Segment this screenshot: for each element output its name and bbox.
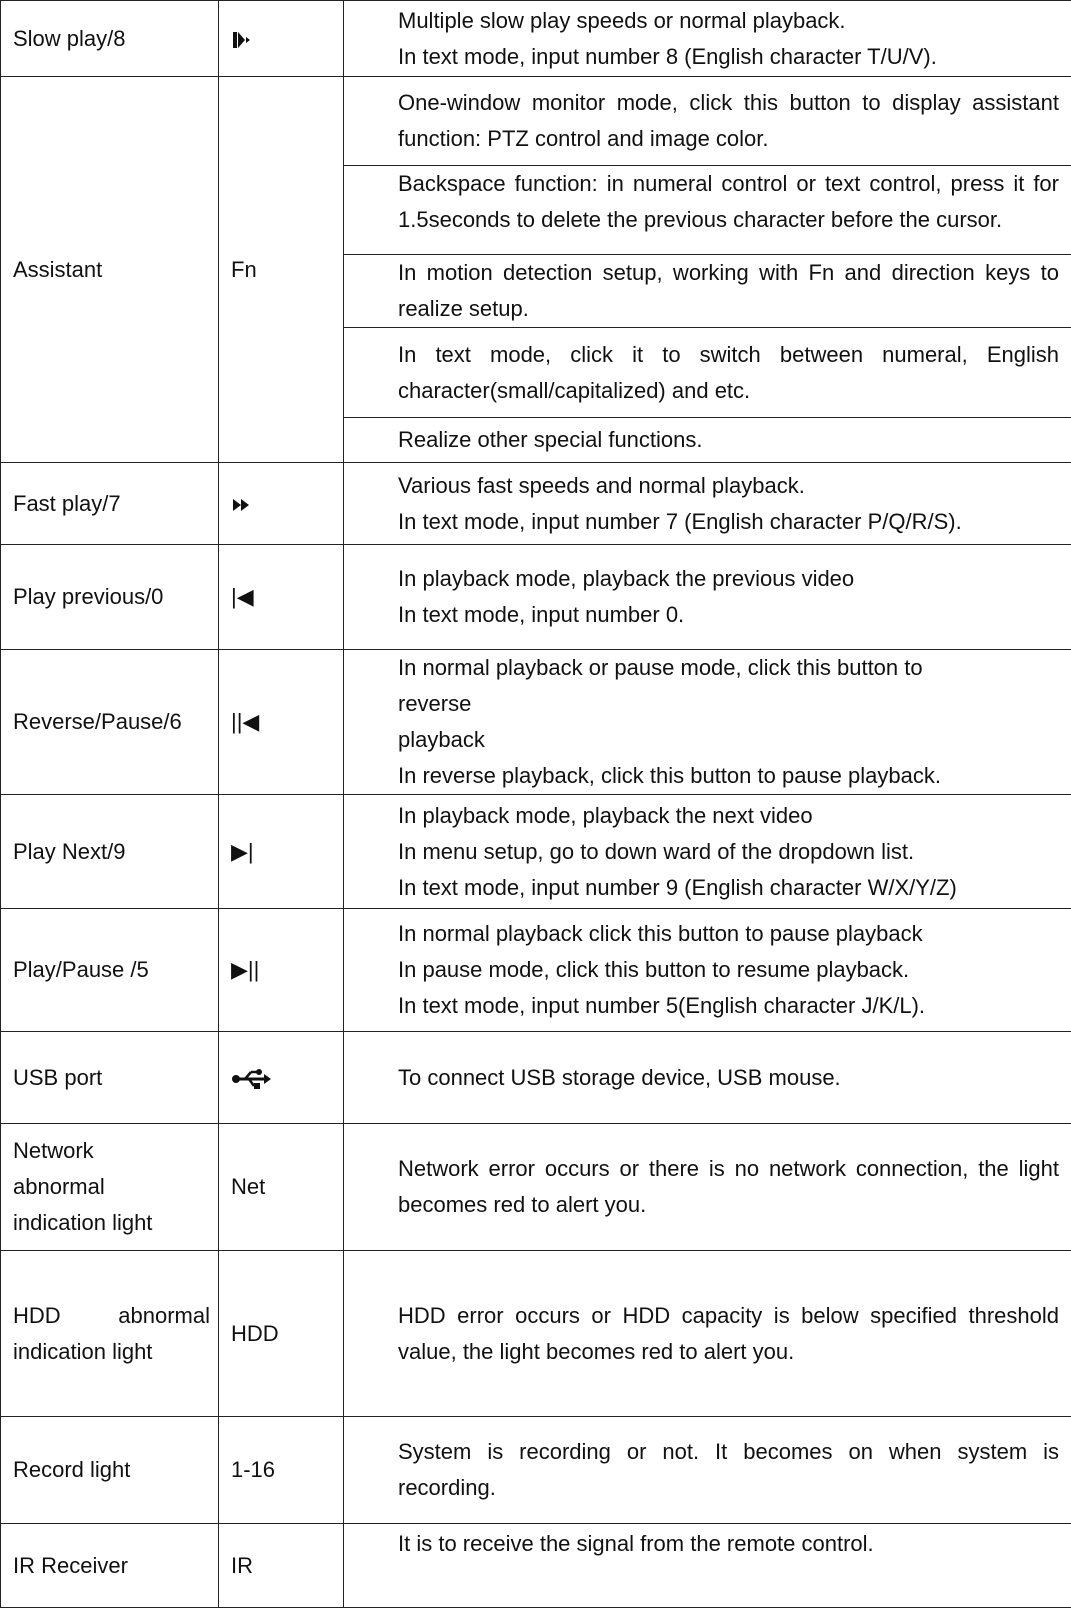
button-name: Play previous/0 [1, 545, 219, 650]
description-line: In normal playback click this button to pause playback [398, 921, 923, 946]
button-description [344, 795, 1071, 909]
button-description: Realize other special functions. [344, 418, 1071, 463]
button-description [344, 909, 1071, 1032]
table-row [1, 1417, 1071, 1524]
description-line: In pause mode, click this button to resume playback. [398, 957, 910, 982]
button-name: IR Receiver [1, 1524, 219, 1608]
button-name [1, 1124, 219, 1251]
description-clip: Backspace function: in numeral control or text control, press it for 1.5seconds to delete the previous character before the cursor. [398, 171, 1059, 232]
button-symbol [219, 1, 344, 77]
button-name-line: abnormal [13, 1174, 105, 1199]
description-line: In text mode, input number 5(English character J/K/L). [398, 993, 926, 1018]
description-line: Multiple slow play speeds or normal playback. [398, 7, 846, 33]
description-line: In normal playback or pause mode, click this button to [398, 655, 923, 680]
button-description [344, 463, 1071, 545]
table-row [1, 909, 1071, 1032]
slow-play-icon [231, 30, 253, 50]
description-line: In menu setup, go to down ward of the dropdown list. [398, 838, 915, 864]
button-name-line: HDD abnormal [13, 1302, 210, 1328]
button-description: One-window monitor mode, click this button to display assistant function: PTZ control and image color. [344, 77, 1071, 166]
button-description: Network error occurs or there is no network connection, the light becomes red to alert you. [344, 1124, 1071, 1251]
button-description: In text mode, click it to switch between numeral, English character(small/capitalized) and etc. [344, 328, 1071, 418]
button-symbol: ▶|| [219, 909, 344, 1032]
button-name: Fast play/7 [1, 463, 219, 545]
button-symbol: Fn [219, 77, 344, 463]
table-row [1, 1251, 1071, 1417]
description-line: In reverse playback, click this button to pause playback. [398, 763, 941, 788]
button-name: Assistant [1, 77, 219, 463]
description-line: Various fast speeds and normal playback. [398, 472, 805, 498]
table-row [1, 1, 1071, 77]
button-description: It is to receive the signal from the remote control. [344, 1524, 1071, 1608]
button-symbol: ||◀ [219, 650, 344, 795]
button-name-line: indication light [13, 1210, 153, 1235]
button-symbol [219, 463, 344, 545]
button-symbol: HDD [219, 1251, 344, 1417]
description-line: playback [398, 727, 485, 752]
button-name-line: Network [13, 1138, 94, 1163]
button-symbol: IR [219, 1524, 344, 1608]
table-row [1, 545, 1071, 650]
button-name: USB port [1, 1032, 219, 1124]
table-row [1, 650, 1071, 795]
button-name [1, 1251, 219, 1417]
button-name: Play/Pause /5 [1, 909, 219, 1032]
button-description [344, 1, 1071, 77]
description-line: In playback mode, playback the next video [398, 802, 813, 828]
table-row [1, 77, 1071, 166]
table-row [1, 1524, 1071, 1608]
button-description: In motion detection setup, working with Fn and direction keys to realize setup. [344, 255, 1071, 328]
description-line: reverse [398, 691, 472, 716]
button-symbol [219, 1032, 344, 1124]
table-row [1, 1124, 1071, 1251]
button-symbol: Net [219, 1124, 344, 1251]
button-symbol: |◀ [219, 545, 344, 650]
button-name: Record light [1, 1417, 219, 1524]
description-line: In playback mode, playback the previous video [398, 566, 855, 591]
button-description: System is recording or not. It becomes on when system is recording. [344, 1417, 1071, 1524]
button-name: Play Next/9 [1, 795, 219, 909]
button-description: HDD error occurs or HDD capacity is below specified threshold value, the light becomes red to alert you. [344, 1251, 1071, 1417]
button-symbol: 1-16 [219, 1417, 344, 1524]
description-line: In text mode, input number 0. [398, 602, 685, 627]
button-description [344, 166, 1071, 255]
button-symbol: ▶| [219, 795, 344, 909]
table-row [1, 1032, 1071, 1124]
table-row [1, 795, 1071, 909]
description-line: In text mode, input number 8 (English character T/U/V). [398, 43, 937, 69]
button-name: Reverse/Pause/6 [1, 650, 219, 795]
description-line: In text mode, input number 9 (English character W/X/Y/Z) [398, 874, 957, 900]
button-description [344, 545, 1071, 650]
button-name-line: indication light [13, 1338, 153, 1364]
description-line: In text mode, input number 7 (English character P/Q/R/S). [398, 508, 962, 534]
fast-forward-icon [231, 497, 253, 513]
button-description [344, 650, 1071, 795]
button-name: Slow play/8 [1, 1, 219, 77]
usb-icon [231, 1068, 271, 1090]
button-description: To connect USB storage device, USB mouse. [344, 1032, 1071, 1124]
table-row [1, 463, 1071, 545]
